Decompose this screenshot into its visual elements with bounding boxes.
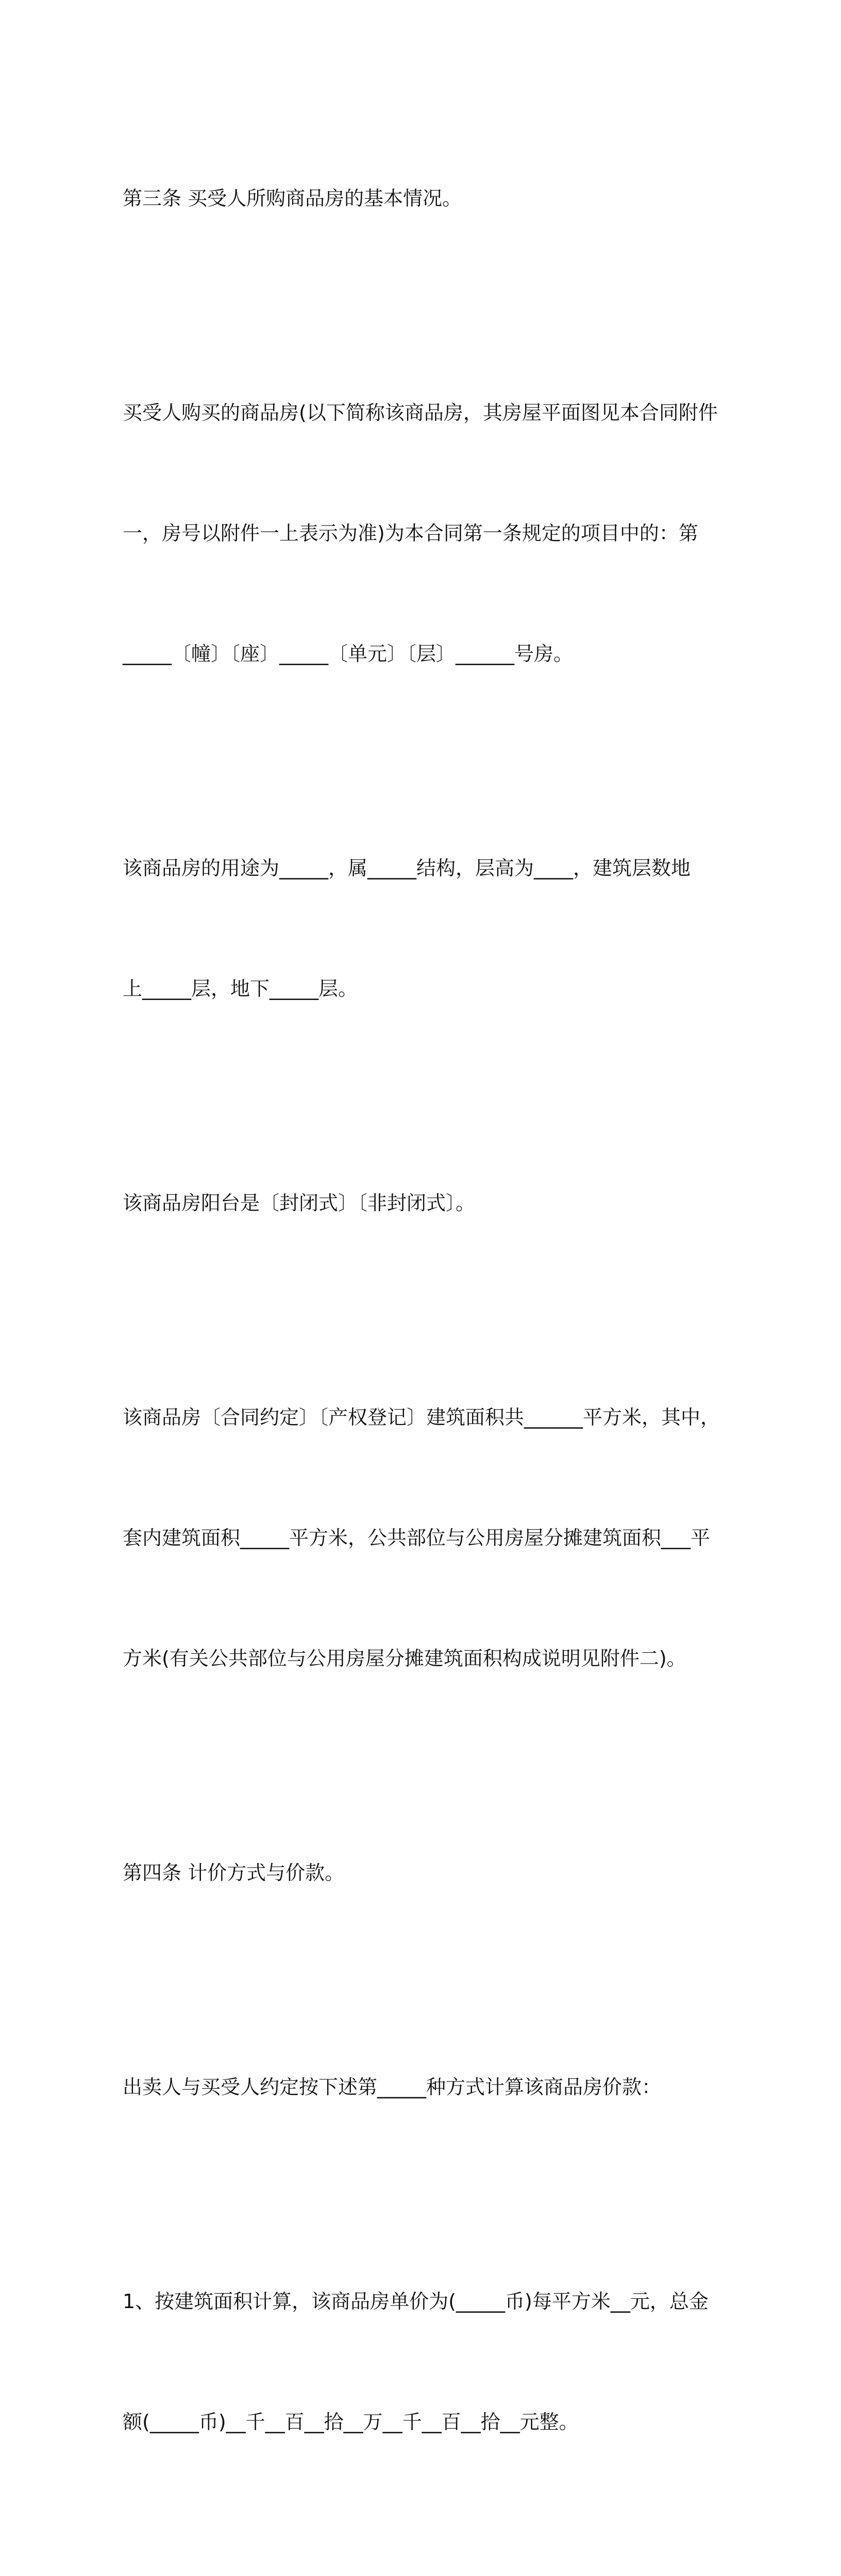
text-line: 额(_____币)__千__百__拾__万__千__百__拾__元整。 bbox=[123, 2411, 579, 2433]
balcony-paragraph bbox=[123, 1103, 720, 1303]
text-line: 买受人购买的商品房(以下简称该商品房，其房屋平面图见本合同附件 bbox=[123, 401, 718, 424]
text-line: 1、按建筑面积计算，该商品房单价为(_____币)每平方米__元，总金 bbox=[123, 2290, 709, 2313]
text-line: 第四条 计价方式与价款。 bbox=[123, 1861, 345, 1884]
text-line: 该商品房〔合同约定〕〔产权登记〕建筑面积共______平方米，其中， bbox=[123, 1406, 720, 1429]
text-line: 第三条 买受人所购商品房的基本情况。 bbox=[123, 187, 462, 210]
pricing-method-paragraph bbox=[123, 1987, 720, 2188]
floor-area-paragraph bbox=[123, 1317, 720, 1759]
property-usage-paragraph bbox=[123, 768, 720, 1089]
text-line: _____〔幢〕〔座〕_____〔单元〕〔层〕______号房。 bbox=[123, 642, 574, 665]
text-line: 出卖人与买受人约定按下述第_____种方式计算该商品房价款： bbox=[123, 2076, 662, 2098]
article-3-heading bbox=[123, 98, 720, 299]
pricing-option-2 bbox=[123, 2536, 720, 2576]
article-4-heading bbox=[123, 1772, 720, 1973]
text-line: 该商品房的用途为_____，属_____结构，层高为____，建筑层数地 bbox=[123, 857, 691, 879]
text-line: 套内建筑面积_____平方米，公共部位与公用房屋分摊建筑面积___平 bbox=[123, 1527, 711, 1549]
text-line: 方米(有关公共部位与公用房屋分摊建筑面积构成说明见附件二)。 bbox=[123, 1647, 686, 1670]
purchased-property-paragraph bbox=[123, 312, 720, 754]
text-line: 该商品房阳台是〔封闭式〕〔非封闭式〕。 bbox=[123, 1192, 476, 1214]
document-body bbox=[123, 98, 720, 2576]
text-line: 上_____层，地下_____层。 bbox=[123, 977, 358, 1000]
pricing-option-1 bbox=[123, 2201, 720, 2522]
text-line: 一，房号以附件一上表示为准)为本合同第一条规定的项目中的：第 bbox=[123, 522, 698, 545]
